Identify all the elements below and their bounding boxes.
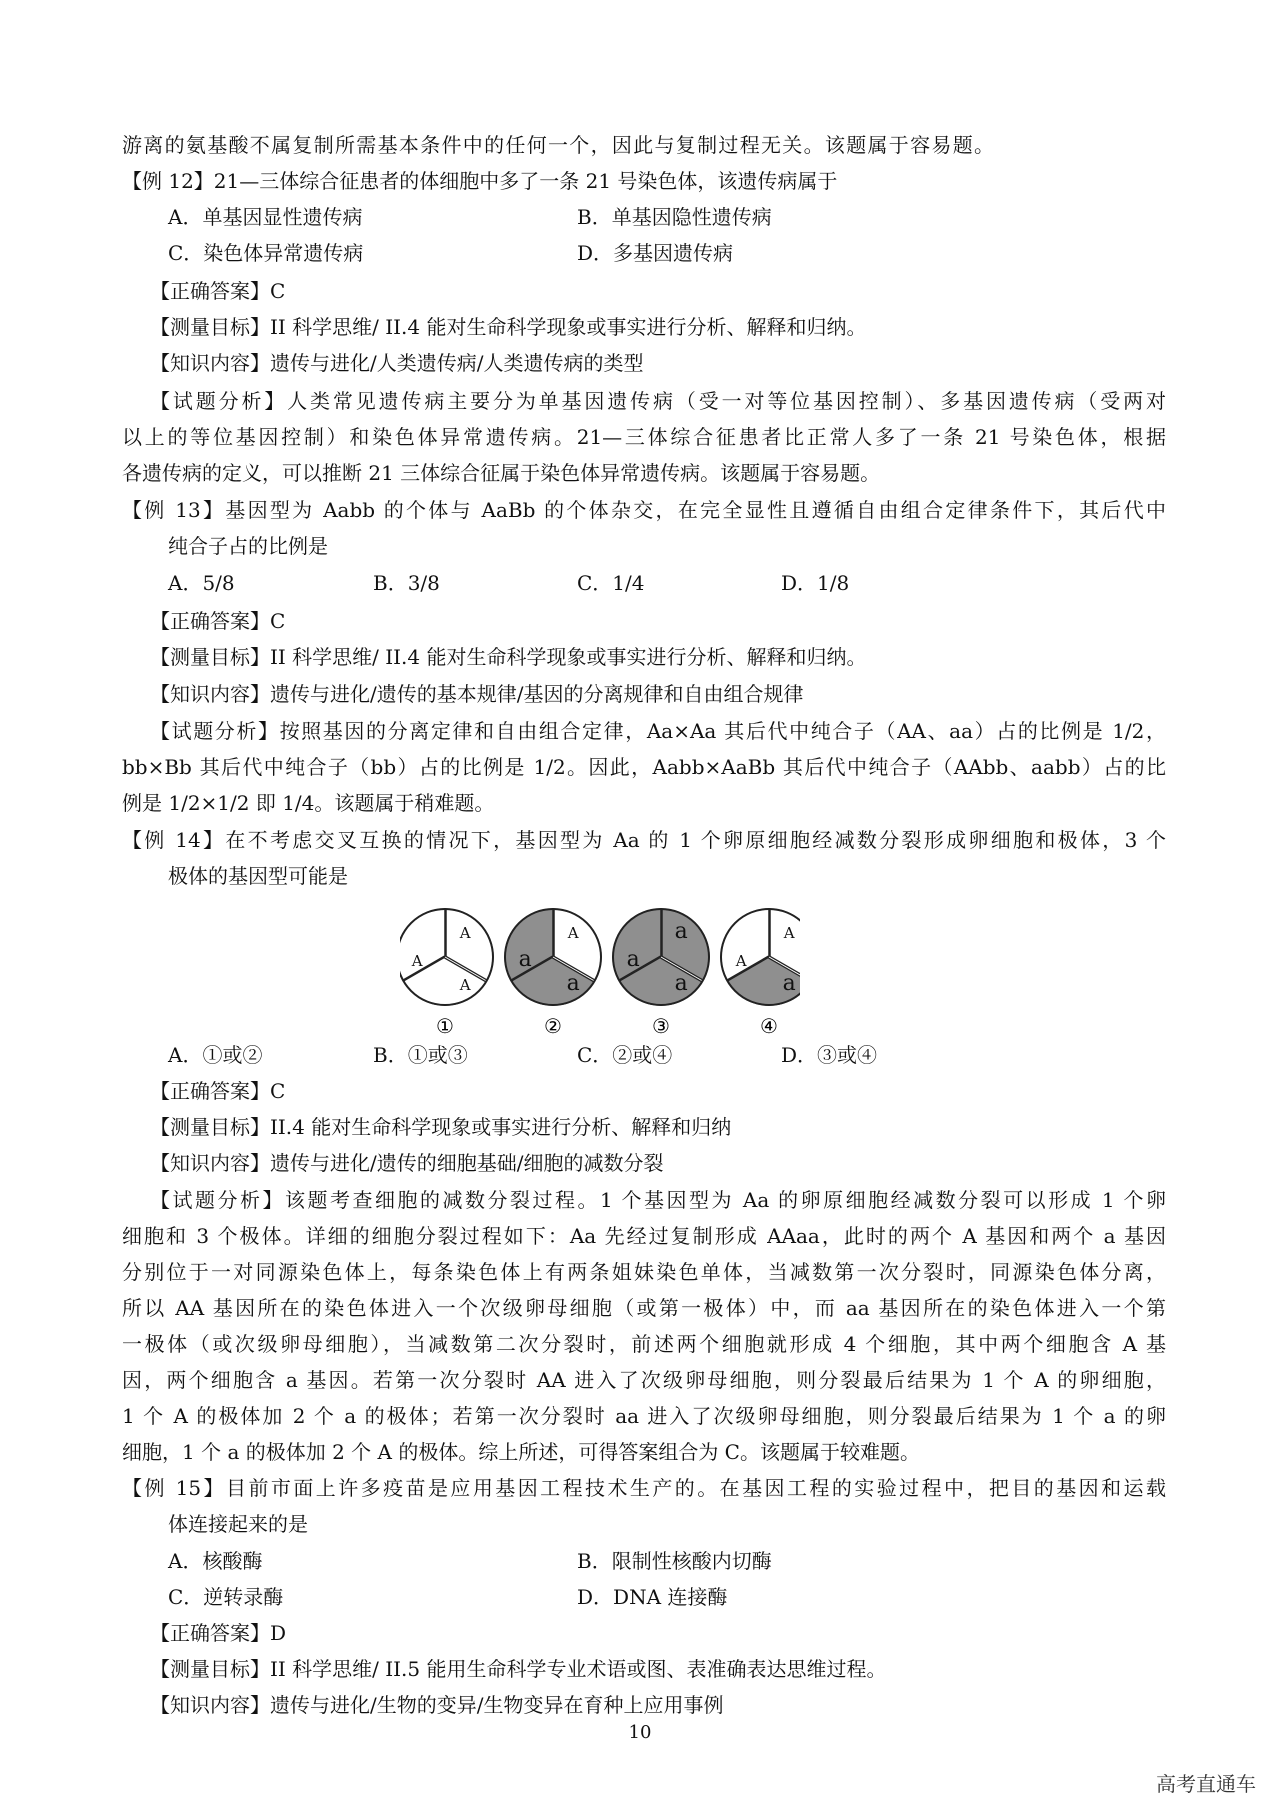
target-label: 【测量目标】II 科学思维/ II.4 能对生命科学现象或事实进行分析、解释和归纳。 (150, 645, 867, 669)
gene-label: A (567, 924, 579, 942)
figure-caption-number: ④ (760, 1014, 778, 1035)
gene-label: A (459, 975, 471, 994)
cell-diagram (613, 909, 709, 1035)
analysis-text: 【试题分析】按照基因的分离定律和自由组合定律，Aa×Aa 其后代中纯合子（AA、aa）占的比例是 1/2， (150, 719, 1166, 743)
option-a: A．5/8 (168, 571, 235, 595)
analysis-text: 细胞和 3 个极体。详细的细胞分裂过程如下：Aa 先经过复制形成 AAaa，此时的两个 A 基因和两个 a 基因 (122, 1224, 1166, 1248)
gene-label: a (674, 970, 688, 996)
content-label: 【知识内容】遗传与进化/遗传的基本规律/基因的分离规律和自由组合规律 (150, 682, 804, 706)
option-c: C．逆转录酶 (168, 1585, 284, 1609)
target-label: 【测量目标】II 科学思维/ II.4 能对生命科学现象或事实进行分析、解释和归纳。 (150, 315, 867, 339)
question-13-stem: 【例 13】基因型为 Aabb 的个体与 AaBb 的个体杂交，在完全显性且遵循自由组合定律条件下，其后代中 (122, 498, 1166, 522)
analysis-text: 所以 AA 基因所在的染色体进入一个次级卵母细胞（或第一极体）中，而 aa 基因所在的染色体进入一个第 (122, 1296, 1166, 1320)
figure-caption-number: ① (436, 1014, 454, 1035)
gene-label: a (566, 970, 580, 996)
option-a: A．单基因显性遗传病 (168, 205, 363, 229)
option-a: A．核酸酶 (168, 1549, 263, 1573)
target-label: 【测量目标】II 科学思维/ II.5 能用生命科学专业术语或图、表准确表达思维过程。 (150, 1657, 887, 1681)
figure-caption-number: ② (544, 1014, 562, 1035)
page-number: 10 (628, 1722, 652, 1743)
option-b: B．限制性核酸内切酶 (577, 1549, 772, 1573)
option-c: C．1/4 (577, 571, 645, 595)
analysis-text: 分别位于一对同源染色体上，每条染色体上有两条姐妹染色单体，当减数第一次分裂时，同源染色体分离， (122, 1260, 1166, 1284)
analysis-text: 因，两个细胞含 a 基因。若第一次分裂时 AA 进入了次级卵母细胞，则分裂最后结果为 1 个 A 的卵细胞， (122, 1368, 1166, 1392)
figure-caption-number: ③ (652, 1014, 670, 1035)
option-c: C．②或④ (577, 1043, 673, 1067)
analysis-text: 以上的等位基因控制）和染色体异常遗传病。21—三体综合征患者比正常人多了一条 21 号染色体，根据 (122, 425, 1166, 449)
analysis-text: 【试题分析】该题考查细胞的减数分裂过程。1 个基因型为 Aa 的卵原细胞经减数分裂可以形成 1 个卵 (150, 1188, 1166, 1212)
option-c: C．染色体异常遗传病 (168, 241, 364, 265)
analysis-text: 例是 1/2×1/2 即 1/4。该题属于稍难题。 (122, 791, 495, 815)
watermark: 高考直通车 (1156, 1772, 1256, 1796)
analysis-text: bb×Bb 其后代中纯合子（bb）占的比例是 1/2。因此，Aabb×AaBb 其后代中纯合子（AAbb、aabb）占的比 (122, 755, 1166, 779)
analysis-text: 【试题分析】人类常见遗传病主要分为单基因遗传病（受一对等位基因控制）、多基因遗传病（受两对 (150, 389, 1166, 413)
option-b: B．3/8 (373, 571, 440, 595)
analysis-text: 各遗传病的定义，可以推断 21 三体综合征属于染色体异常遗传病。该题属于容易题。 (122, 461, 881, 485)
option-d: D．DNA 连接酶 (577, 1585, 728, 1609)
analysis-text: 一极体（或次级卵母细胞），当减数第二次分裂时，前述两个细胞就形成 4 个细胞，其中两个细胞含 A 基 (122, 1332, 1166, 1356)
option-d: D．多基因遗传病 (577, 241, 734, 265)
gene-label: a (674, 919, 688, 944)
question-14-stem: 【例 14】在不考虑交叉互换的情况下，基因型为 Aa 的 1 个卵原细胞经减数分裂形成卵细胞和极体，3 个 (122, 828, 1166, 852)
question-15-stem: 【例 15】目前市面上许多疫苗是应用基因工程技术生产的。在基因工程的实验过程中，把目的基因和运载 (122, 1476, 1166, 1500)
gene-label: A (459, 924, 471, 942)
gene-label: A (735, 951, 747, 970)
option-a: A．①或② (168, 1043, 263, 1067)
cell-diagram (721, 909, 800, 1035)
gene-label: a (518, 946, 532, 972)
gene-label: A (411, 951, 423, 970)
analysis-text: 1 个 A 的极体加 2 个 a 的极体；若第一次分裂时 aa 进入了次级卵母细胞，则分裂最后结果为 1 个 a 的卵 (122, 1404, 1166, 1428)
option-d: D．③或④ (781, 1043, 878, 1067)
text-line: 游离的氨基酸不属复制所需基本条件中的任何一个，因此与复制过程无关。该题属于容易题。 (122, 133, 994, 157)
cell-diagram (505, 909, 601, 1035)
target-label: 【测量目标】II.4 能对生命科学现象或事实进行分析、解释和归纳 (150, 1115, 732, 1139)
answer-label: 【正确答案】C (150, 1079, 286, 1103)
answer-label: 【正确答案】D (150, 1621, 287, 1645)
content-label: 【知识内容】遗传与进化/人类遗传病/人类遗传病的类型 (150, 351, 644, 375)
gene-label: a (782, 970, 796, 996)
option-d: D．1/8 (781, 571, 850, 595)
content-label: 【知识内容】遗传与进化/生物的变异/生物变异在育种上应用事例 (150, 1693, 724, 1717)
question-15-stem: 体连接起来的是 (168, 1512, 308, 1536)
analysis-text: 细胞，1 个 a 的极体加 2 个 A 的极体。综上所述，可得答案组合为 C。该题属于较难题。 (122, 1440, 920, 1464)
gene-label: a (626, 946, 640, 972)
question-14-stem: 极体的基因型可能是 (168, 864, 348, 888)
answer-label: 【正确答案】C (150, 279, 286, 303)
content-label: 【知识内容】遗传与进化/遗传的细胞基础/细胞的减数分裂 (150, 1151, 664, 1175)
question-13-stem: 纯合子占的比例是 (168, 534, 328, 558)
gene-label: A (783, 924, 795, 942)
option-b: B．①或③ (373, 1043, 468, 1067)
option-b: B．单基因隐性遗传病 (577, 205, 772, 229)
cell-diagram (400, 909, 493, 1035)
answer-label: 【正确答案】C (150, 609, 286, 633)
question-12-stem: 【例 12】21—三体综合征患者的体细胞中多了一条 21 号染色体，该遗传病属于 (122, 169, 838, 193)
cell-division-figure (400, 895, 800, 1035)
